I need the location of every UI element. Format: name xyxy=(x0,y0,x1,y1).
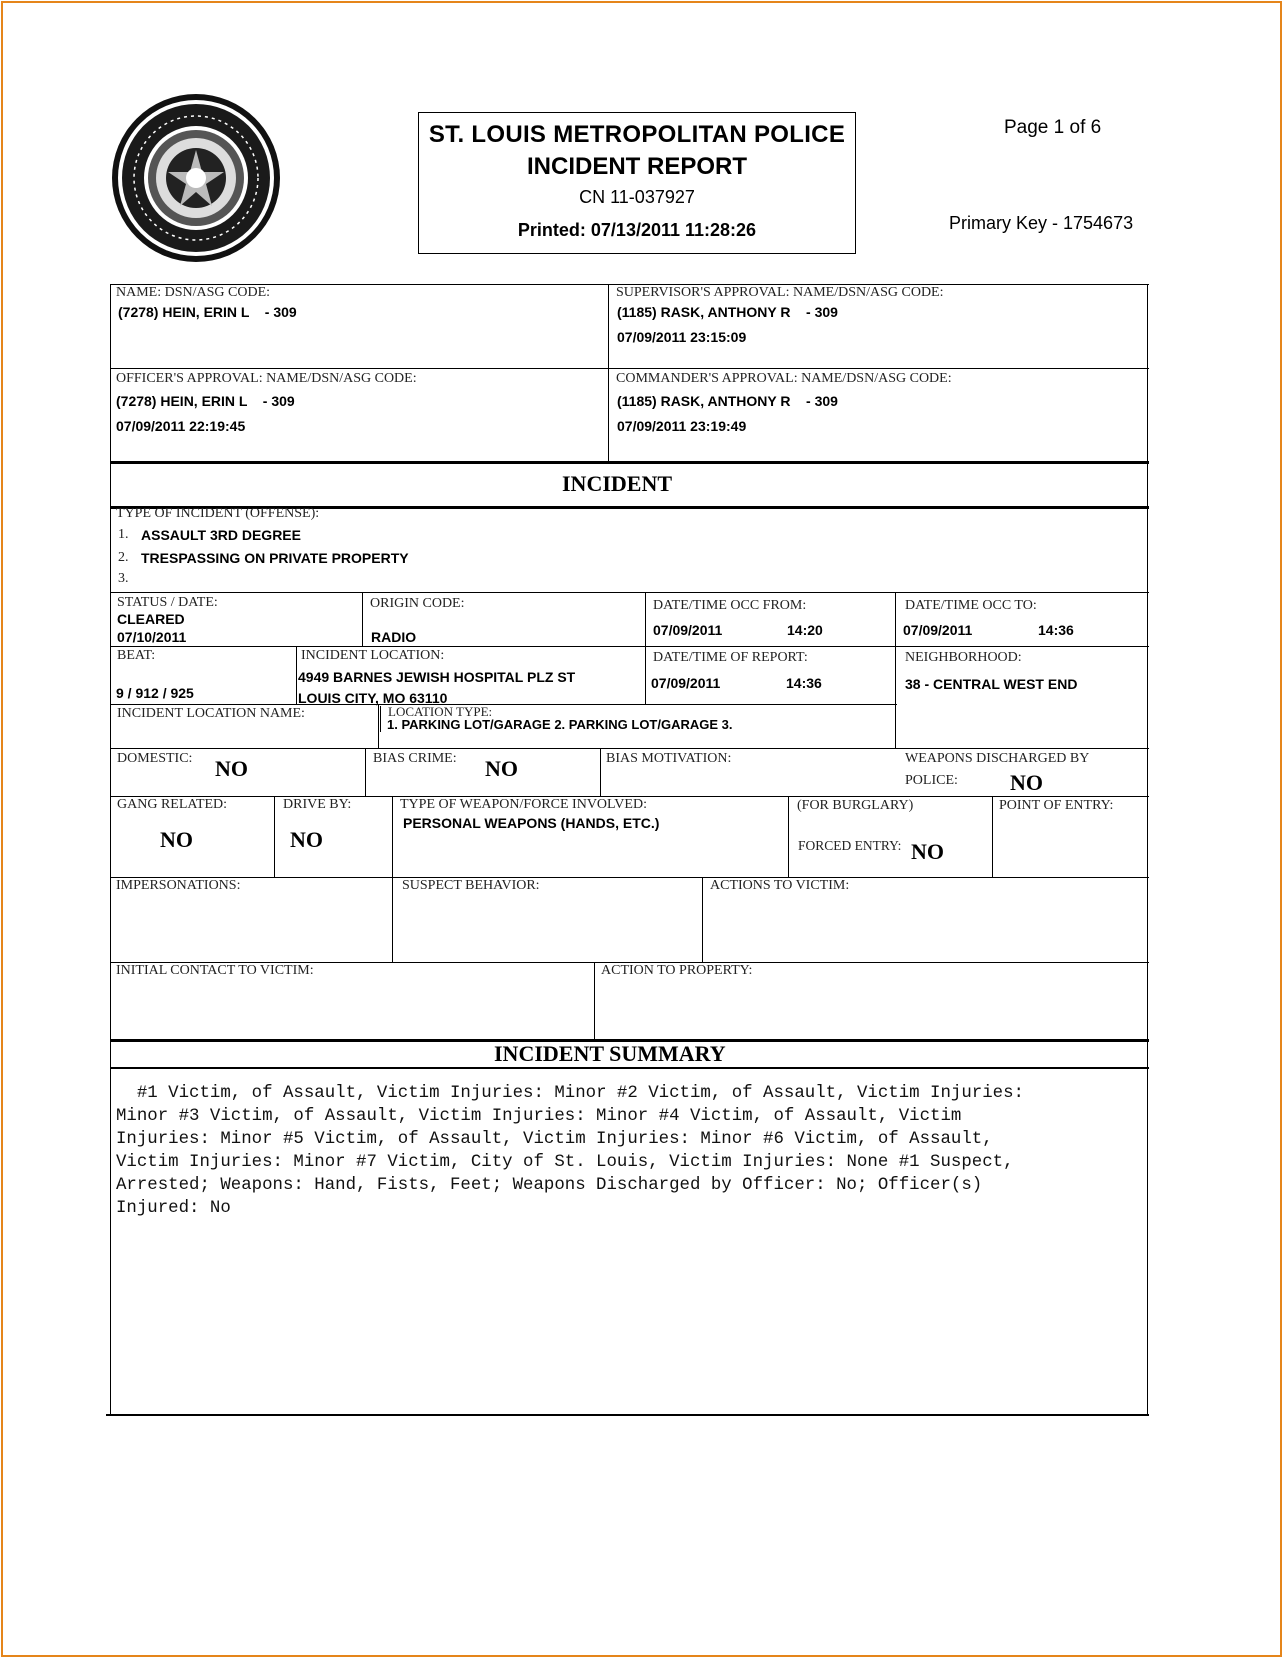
supervisor-value: (1185) RASK, ANTHONY R - 309 xyxy=(617,304,838,320)
grid-line xyxy=(392,796,393,962)
domestic-label: DOMESTIC: xyxy=(117,751,193,766)
neighborhood-label: NEIGHBORHOOD: xyxy=(905,650,1022,665)
grid-line xyxy=(380,706,381,732)
name-value: (7278) HEIN, ERIN L - 309 xyxy=(118,304,297,320)
point-of-entry-label: POINT OF ENTRY: xyxy=(999,798,1114,813)
grid-line xyxy=(110,461,1149,464)
grid-line xyxy=(365,748,366,796)
beat-label: BEAT: xyxy=(117,648,156,663)
department-title: ST. LOUIS METROPOLITAN POLICE xyxy=(428,121,846,148)
gang-related-value: NO xyxy=(160,827,193,852)
bias-crime-value: NO xyxy=(485,756,518,781)
grid-line xyxy=(106,1414,1149,1416)
occ-to-time: 14:36 xyxy=(1038,622,1074,638)
incident-location-line1: 4949 BARNES JEWISH HOSPITAL PLZ ST xyxy=(298,669,576,685)
grid-line xyxy=(788,796,789,877)
grid-line xyxy=(110,592,1149,593)
supervisor-label: SUPERVISOR'S APPROVAL: NAME/DSN/ASG CODE: xyxy=(616,285,944,300)
grid-line xyxy=(1147,284,1148,1416)
grid-line xyxy=(702,877,703,962)
police-seal-logo xyxy=(110,92,282,264)
origin-code-label: ORIGIN CODE: xyxy=(370,596,465,611)
forced-entry-value: NO xyxy=(911,839,944,864)
incident-location-label: INCIDENT LOCATION: xyxy=(301,648,445,663)
commander-value: (1185) RASK, ANTHONY R - 309 xyxy=(617,393,838,409)
status-label: STATUS / DATE: xyxy=(117,595,218,610)
bias-crime-label: BIAS CRIME: xyxy=(373,751,457,766)
grid-line xyxy=(110,368,1149,369)
report-time: 14:36 xyxy=(786,675,822,691)
incident-summary-heading: INCIDENT SUMMARY xyxy=(494,1041,726,1066)
suspect-behavior-label: SUSPECT BEHAVIOR: xyxy=(402,878,540,893)
primary-key: Primary Key - 1754673 xyxy=(949,213,1134,233)
drive-by-value: NO xyxy=(290,827,323,852)
occ-to-date: 07/09/2011 xyxy=(903,622,973,638)
grid-line xyxy=(600,748,601,796)
weapons-discharged-police-label: POLICE: xyxy=(905,773,958,788)
initial-contact-label: INITIAL CONTACT TO VICTIM: xyxy=(116,963,314,978)
neighborhood-value: 38 - CENTRAL WEST END xyxy=(905,676,1078,692)
origin-code-value: RADIO xyxy=(371,629,417,645)
occ-to-label: DATE/TIME OCC TO: xyxy=(905,598,1037,613)
page-number: Page 1 of 6 xyxy=(1004,117,1102,138)
weapons-discharged-label: WEAPONS DISCHARGED BY xyxy=(905,751,1090,766)
officer-approval-value: (7278) HEIN, ERIN L - 309 xyxy=(116,393,295,409)
impersonations-label: IMPERSONATIONS: xyxy=(116,878,241,893)
complaint-number: CN 11-037927 xyxy=(579,187,695,207)
weapon-type-label: TYPE OF WEAPON/FORCE INVOLVED: xyxy=(400,797,647,812)
location-name-label: INCIDENT LOCATION NAME: xyxy=(117,706,305,721)
location-type-value: 1. PARKING LOT/GARAGE 2. PARKING LOT/GARAGE 3. xyxy=(387,717,733,732)
printed-timestamp: Printed: 07/13/2011 11:28:26 xyxy=(517,220,757,240)
bias-motivation-label: BIAS MOTIVATION: xyxy=(606,751,732,766)
status-date: 07/10/2011 xyxy=(117,629,187,645)
name-label: NAME: DSN/ASG CODE: xyxy=(116,285,271,300)
grid-line xyxy=(608,284,609,461)
action-to-property-label: ACTION TO PROPERTY: xyxy=(601,963,753,978)
grid-line xyxy=(992,796,993,877)
weapons-discharged-value: NO xyxy=(1010,770,1043,795)
offense-1: ASSAULT 3RD DEGREE xyxy=(141,527,301,543)
officer-approval-label: OFFICER'S APPROVAL: NAME/DSN/ASG CODE: xyxy=(116,371,417,386)
report-title-box xyxy=(418,112,856,254)
grid-line xyxy=(110,1067,1149,1069)
occ-from-time: 14:20 xyxy=(787,622,823,638)
location-type-label: LOCATION TYPE: xyxy=(388,704,493,719)
supervisor-date: 07/09/2011 23:15:09 xyxy=(617,329,747,345)
grid-line xyxy=(594,962,595,1039)
officer-approval-date: 07/09/2011 22:19:45 xyxy=(116,418,246,434)
grid-line xyxy=(895,592,896,748)
grid-line xyxy=(110,284,111,1416)
commander-label: COMMANDER'S APPROVAL: NAME/DSN/ASG CODE: xyxy=(616,371,952,386)
report-time-label: DATE/TIME OF REPORT: xyxy=(653,650,808,665)
type-of-incident-label: TYPE OF INCIDENT (OFFENSE): xyxy=(116,506,320,521)
gang-related-label: GANG RELATED: xyxy=(117,797,228,812)
grid-line xyxy=(110,748,1149,749)
grid-line xyxy=(274,796,275,877)
report-date: 07/09/2011 xyxy=(651,675,721,691)
offense-number: 3. xyxy=(118,571,129,586)
incident-heading: INCIDENT xyxy=(562,471,673,496)
grid-line xyxy=(110,877,1149,878)
occ-from-label: DATE/TIME OCC FROM: xyxy=(653,598,807,613)
weapon-type-value: PERSONAL WEAPONS (HANDS, ETC.) xyxy=(403,815,660,831)
grid-line xyxy=(110,646,1149,647)
actions-to-victim-label: ACTIONS TO VICTIM: xyxy=(710,878,850,893)
grid-line xyxy=(378,704,379,748)
drive-by-label: DRIVE BY: xyxy=(283,797,352,812)
forced-entry-label: FORCED ENTRY: xyxy=(798,838,902,853)
incident-location-line2: LOUIS CITY, MO 63110 xyxy=(298,690,448,706)
grid-line xyxy=(362,592,363,646)
for-burglary-label: (FOR BURGLARY) xyxy=(797,798,914,813)
status-value: CLEARED xyxy=(117,611,185,627)
occ-from-date: 07/09/2011 xyxy=(653,622,723,638)
domestic-value: NO xyxy=(215,756,248,781)
grid-line xyxy=(645,592,646,704)
offense-2: TRESPASSING ON PRIVATE PROPERTY xyxy=(141,550,409,566)
offense-number: 1. xyxy=(118,527,129,542)
commander-date: 07/09/2011 23:19:49 xyxy=(617,418,747,434)
offense-number: 2. xyxy=(118,550,129,565)
grid-line xyxy=(296,646,297,704)
beat-value: 9 / 912 / 925 xyxy=(116,685,194,701)
report-title: INCIDENT REPORT xyxy=(526,153,747,180)
incident-summary-text: #1 Victim, of Assault, Victim Injuries: Minor #2 Victim, of Assault, Victim Injuries: Minor #3 Victim, of Assault, Victim Injuries: Minor #4 Victim, of Assault, Victim Injuries: Minor #5 Victim, of Assault, Victim Injuries: Minor #6 Victim, of Assault, Victim Injuries: Minor #7 Victim, City of St. Louis, Victim Injuries: None #1 Suspect, Arrested; Weapons: Hand, Fists, Feet; Weapons Discharged by Officer: No; Officer(s) Injured: No xyxy=(116,1084,1024,1218)
grid-line xyxy=(110,704,897,705)
